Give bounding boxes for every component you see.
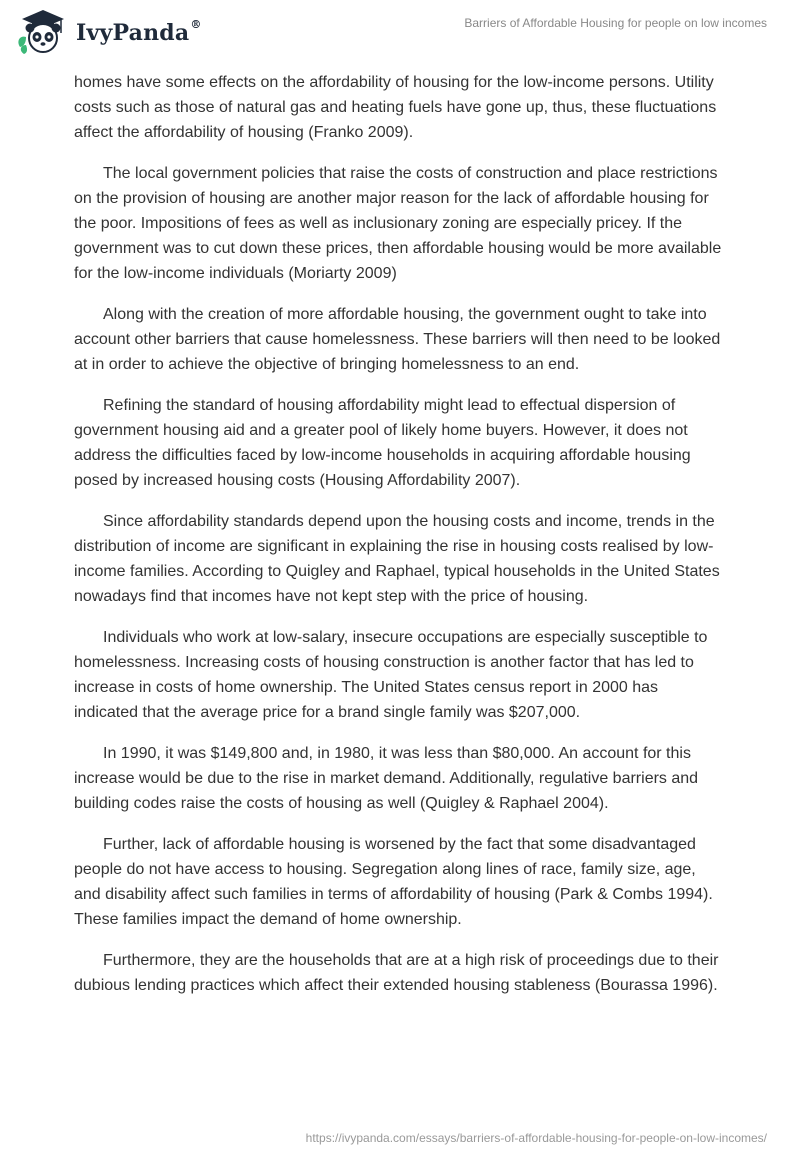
paragraph: homes have some effects on the affordability of housing for the low-income persons. Utility costs such as those of natural gas and heating fuels have gone up, thus, these fluctuations affect the affordability of housing (Franko 2009). [74,74,717,141]
paragraph: Individuals who work at low-salary, insecure occupations are especially susceptible to homelessness. Increasing costs of housing construction is another factor that has led to increase in costs of home ownership. The United States census report in 2000 has indicated that the average price for a brand single family was $207,000. [74,629,708,721]
source-url[interactable]: https://ivypanda.com/essays/barriers-of-affordable-housing-for-people-on-low-incomes/ [305,1131,767,1145]
essay-body [74,70,724,1014]
paragraph: Since affordability standards depend upon the housing costs and income, trends in the distribution of income are significant in explaining the rise in housing costs realised by low-income families. According to Quigley and Raphael, typical households in the United States nowadays find that incomes have not kept step with the price of housing. [74,513,720,605]
page-header [0,0,800,70]
paragraph: Furthermore, they are the households that are at a high risk of proceedings due to their dubious lending practices which affect their extended housing stableness (Bourassa 1996). [74,952,719,994]
paragraph: The local government policies that raise the costs of construction and place restrictions on the provision of housing are another major reason for the lack of affordable housing for the poor. Impositions of fees as well as inclusionary zoning are especially pricey. If the government was to cut down these prices, then affordable housing would be more available for the low-income individuals (Moriarty 2009) [74,165,722,282]
panda-graduate-icon [14,7,72,59]
paragraph: Along with the creation of more affordable housing, the government ought to take into account other barriers that cause homelessness. These barriers will then need to be looked at in order to achieve the objective of bringing homelessness to an end. [74,306,721,373]
document-title: Barriers of Affordable Housing for people on low incomes [464,16,767,30]
logo-wordmark: IvyPanda® [76,18,202,46]
paragraph: Further, lack of affordable housing is worsened by the fact that some disadvantaged people do not have access to housing. Segregation along lines of race, family size, age, and disability affect such families in terms of affordability of housing (Park & Combs 1994). These families impact the demand of home ownership. [74,836,713,928]
ivypanda-logo[interactable] [14,7,202,59]
paragraph: Refining the standard of housing affordability might lead to effectual dispersion of government housing aid and a greater pool of likely home buyers. However, it does not address the difficulties faced by low-income households in acquiring affordable housing posed by increased housing costs (Housing Affordability 2007). [74,397,691,489]
paragraph: In 1990, it was $149,800 and, in 1980, it was less than $80,000. An account for this increase would be due to the rise in market demand. Additionally, regulative barriers and building codes raise the costs of housing as well (Quigley & Raphael 2004). [74,745,699,812]
